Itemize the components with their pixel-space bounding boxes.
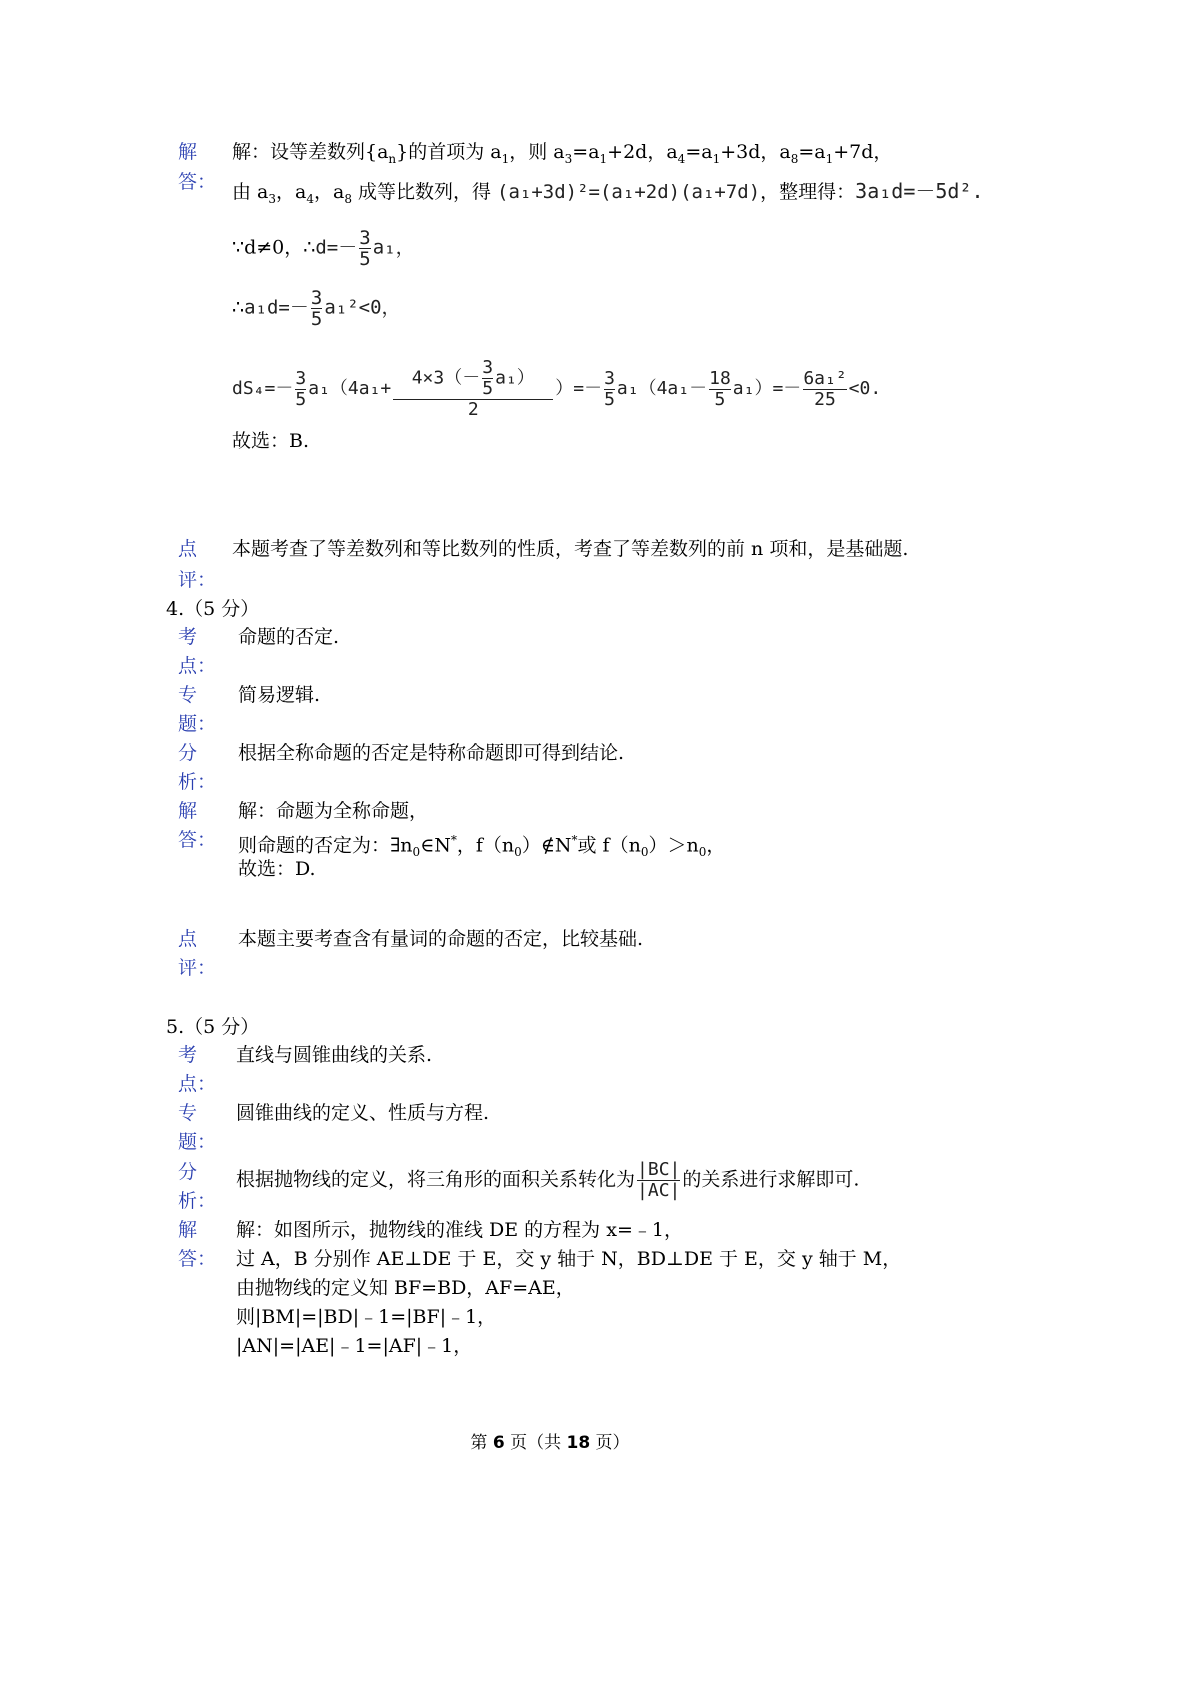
q3-jie-label-2: 答： bbox=[178, 171, 217, 193]
q3-line2: 由 $a_3$，$a_4$，$a_8$ 成等比数列，得 (a₁+3d)²=(a₁+2d)(a₁+7d)，整理得：3a₁d=－5d². bbox=[232, 179, 984, 206]
q5-jieda-1: 解：如图所示，抛物线的准线 DE 的方程为 x=﹣1， bbox=[236, 1219, 683, 1241]
q5-kao-label-1: 考 bbox=[178, 1044, 198, 1066]
q3-result-image: 3a₁d=－5d². bbox=[855, 179, 984, 203]
q4-zhuanti: 简易逻辑. bbox=[238, 684, 321, 706]
q4-zhuan-label-1: 专 bbox=[178, 684, 198, 706]
q3-dian-label-1: 点 bbox=[178, 538, 198, 560]
q3-line4: ∴a₁d=－ $\frac{3}{5}$ a₁²<0， bbox=[232, 287, 401, 330]
q4-dian-label-1: 点 bbox=[178, 928, 198, 950]
fraction: $\frac{3}{5}$ bbox=[359, 227, 371, 270]
q3-line5-ds4: dS₄=－ $\frac{3}{5}$ a₁（4a₁+ 4×3（－ $\frac{3}{5}$ a₁） 2 ）=－ $\frac{3}{5}$ a₁（4a₁－ $\frac{18}{5}$ a₁）=－ $\frac{\text{6a₁²}}{25}$ <0. bbox=[232, 357, 882, 420]
q3-guxuan: 故选：B. bbox=[232, 430, 310, 452]
fraction: $\frac{3}{5}$ bbox=[310, 287, 323, 330]
q4-kao-label-2: 点： bbox=[178, 655, 217, 677]
q5-jieda-5: |AN|=|AE|﹣1=|AF|﹣1， bbox=[236, 1335, 473, 1357]
q4-zhuan-label-2: 题： bbox=[178, 713, 217, 735]
page-number: 6 bbox=[492, 1433, 505, 1453]
q3-dian-label-2: 评： bbox=[178, 569, 217, 591]
q4-jieda-3: 故选：D. bbox=[238, 858, 316, 880]
q4-jieda-1: 解：命题为全称命题， bbox=[238, 800, 429, 822]
page-footer: 第 6 页（共 18 页） bbox=[470, 1433, 630, 1453]
page-total: 18 bbox=[566, 1433, 591, 1453]
q4-fen-label-2: 析： bbox=[178, 771, 217, 793]
q5-jieda-3: 由抛物线的定义知 BF=BD，AF=AE， bbox=[236, 1277, 575, 1299]
q3-line1: 解：设等差数列$\{a_n\}$的首项为 $a_1$，则 $a_3=a_1+2d$，$a_4=a_1+3d$，$a_8=a_1+7d$， bbox=[232, 141, 893, 166]
q3-line3: ∵d≠0，∴d=－ $\frac{3}{5}$ a₁， bbox=[232, 227, 415, 270]
q4-kaodian: 命题的否定. bbox=[238, 626, 340, 648]
q5-jie-label-1: 解 bbox=[178, 1219, 198, 1241]
q4-kao-label-1: 考 bbox=[178, 626, 198, 648]
q4-jieda-2: 则命题的否定为：$\exists n_0\in N^*$，$f(n_0)\notin N^*$或 $f(n_0)>n_0$， bbox=[238, 833, 726, 860]
q5-jieda-2: 过 A，B 分别作 AE⊥DE 于 E，交 y 轴于 N，BD⊥DE 于 E，交 y 轴于 M， bbox=[236, 1248, 902, 1270]
q5-zhuan-label-1: 专 bbox=[178, 1102, 198, 1124]
q4-dianping: 本题主要考查含有量词的命题的否定，比较基础. bbox=[238, 928, 644, 950]
q4-fen-label-1: 分 bbox=[178, 742, 198, 764]
q4-jie-label-1: 解 bbox=[178, 800, 198, 822]
q5-zhuan-label-2: 题： bbox=[178, 1131, 217, 1153]
q4-fenxi: 根据全称命题的否定是特称命题即可得到结论. bbox=[238, 742, 625, 764]
bc-ac-fraction: $\frac{|BC|}{|AC|}$ bbox=[637, 1159, 681, 1201]
q5-jieda-4: 则|BM|=|BD|﹣1=|BF|﹣1， bbox=[236, 1306, 497, 1328]
q3-eq-image: (a₁+3d)²=(a₁+2d)(a₁+7d) bbox=[497, 181, 761, 203]
q5-zhuanti: 圆锥曲线的定义、性质与方程. bbox=[236, 1102, 490, 1124]
q5-fenxi: 根据抛物线的定义，将三角形的面积关系转化为 $\frac{|BC|}{|AC|}$ 的关系进行求解即可. bbox=[236, 1159, 860, 1201]
q4-header: 4.（5 分） bbox=[166, 598, 260, 620]
q3-dianping: 本题考查了等差数列和等比数列的性质，考查了等差数列的前 n 项和，是基础题. bbox=[232, 538, 909, 560]
q5-kaodian: 直线与圆锥曲线的关系. bbox=[236, 1044, 433, 1066]
q5-jie-label-2: 答： bbox=[178, 1248, 217, 1270]
q4-jie-label-2: 答： bbox=[178, 829, 217, 851]
q5-fen-label-2: 析： bbox=[178, 1190, 217, 1212]
q5-fen-label-1: 分 bbox=[178, 1161, 198, 1183]
q5-kao-label-2: 点： bbox=[178, 1073, 217, 1095]
q4-dian-label-2: 评： bbox=[178, 957, 217, 979]
q3-jie-label-1: 解 bbox=[178, 141, 198, 163]
q5-header: 5.（5 分） bbox=[166, 1016, 260, 1038]
